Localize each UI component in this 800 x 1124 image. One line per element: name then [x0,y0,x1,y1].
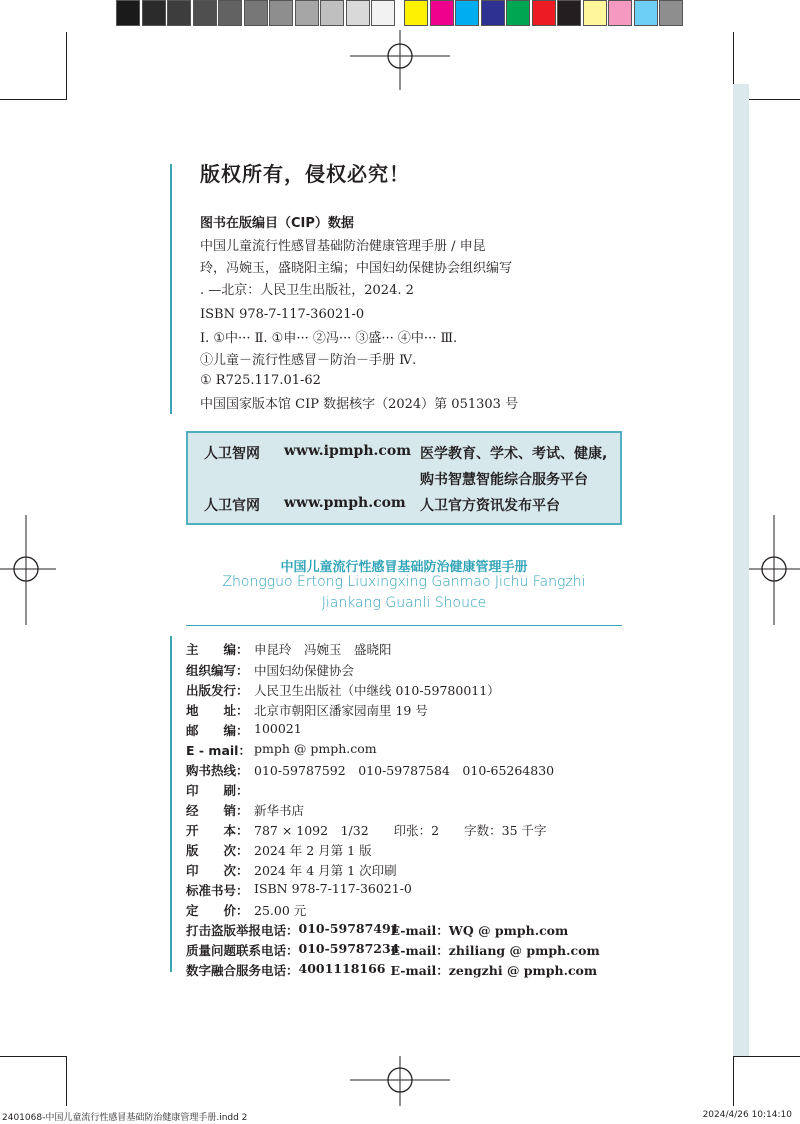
site2-name: 人卫官网 [204,498,260,514]
detail-row [186,681,500,699]
registration-mark-top [350,30,450,90]
site1-name: 人卫智网 [204,446,260,462]
detail-label: 印 刷： [186,783,249,798]
gray-swatch [320,0,344,26]
detail-label: E - mail： [186,743,251,758]
detail-row [186,861,397,879]
accent-line-top [170,164,172,414]
gray-swatch [218,0,242,26]
gray-swatch [269,0,293,26]
contact-phone: 010-59787491 [298,921,400,936]
copyright-notice: 版权所有，侵权必究！ [200,162,410,186]
detail-label: 版 次： [186,843,249,858]
gray-swatch [167,0,191,26]
site1-desc-cont: 购书智慧智能综合服务平台 [420,472,588,488]
cip-line: Ⅰ. ①中··· Ⅱ. ①申··· ②冯··· ③盛··· ④中··· Ⅲ. [200,331,458,346]
title-divider [186,625,622,626]
cip-heading: 图书在版编目（CIP）数据 [200,216,354,231]
detail-row [186,661,354,679]
detail-row [186,821,547,839]
registration-mark-left [0,515,56,625]
contact-phone: 010-59787234 [298,941,400,956]
site1-url[interactable]: www.ipmph.com [284,443,412,459]
detail-row [186,741,377,759]
cip-line: ① R725.117.01-62 [200,373,321,388]
detail-label: 地 址： [186,703,249,718]
color-swatch [659,0,683,26]
contact-row [186,921,568,939]
book-title-pinyin-cont: Jiankang Guanli Shouce [321,595,487,611]
detail-label: 定 价： [186,903,249,918]
detail-label: 邮 编： [186,723,249,738]
cip-line: ISBN 978-7-117-36021-0 [200,307,365,322]
detail-row [186,701,428,719]
detail-label: 标准书号： [186,883,249,898]
detail-label: 组织编写： [186,663,249,678]
detail-value: 25.00 元 [254,903,307,918]
file-slug: 2401068-中国儿童流行性感冒基础防治健康管理手册.indd 2 [2,1113,248,1123]
detail-value: ISBN 978-7-117-36021-0 [254,881,412,896]
gray-swatch [371,0,395,26]
book-title-pinyin: Zhongguo Ertong Liuxingxing Ganmao Jichu Fangzhi [222,574,586,590]
contact-email: E-mail：zhiliang @ pmph.com [390,943,600,958]
detail-value: 100021 [254,721,302,736]
detail-row [186,901,306,919]
contact-email: E-mail：zengzhi @ pmph.com [390,963,598,978]
detail-row [186,721,302,739]
gray-swatch [193,0,217,26]
contact-label: 质量问题联系电话： [186,943,299,958]
gray-swatch [346,0,370,26]
contact-row [186,941,600,959]
detail-value: 人民卫生出版社（中继线 010-59780011） [254,683,500,698]
color-swatch [481,0,505,26]
cip-line: 中国儿童流行性感冒基础防治健康管理手册 / 申昆 [200,239,486,254]
website-box [186,431,622,525]
color-swatch [506,0,530,26]
detail-label: 主 编： [186,642,249,657]
print-timestamp: 2024/4/26 10:14:10 [702,1110,792,1120]
color-swatch [583,0,607,26]
book-title: 中国儿童流行性感冒基础防治健康管理手册 [280,560,528,575]
detail-row [186,761,554,779]
detail-label: 经 销： [186,803,249,818]
detail-row [186,801,304,819]
gray-swatch [295,0,319,26]
cip-line: 中国国家版本馆 CIP 数据核字（2024）第 051303 号 [200,397,519,412]
contact-row [186,961,597,979]
contact-phone: 4001118166 [298,961,386,976]
detail-value: pmph @ pmph.com [254,741,377,756]
color-swatch [455,0,479,26]
contact-label: 打击盗版举报电话： [186,923,299,938]
color-swatch [430,0,454,26]
gray-swatch [142,0,166,26]
registration-mark-right [744,515,800,625]
detail-row [186,640,392,658]
color-swatch [634,0,658,26]
detail-label: 印 次： [186,863,249,878]
contact-email: E-mail：WQ @ pmph.com [390,923,569,938]
contact-label: 数字融合服务电话： [186,963,299,978]
detail-value: 北京市朝阳区潘家园南里 19 号 [254,703,428,718]
cip-line: 玲，冯婉玉，盛晓阳主编；中国妇幼保健协会组织编写 [200,261,513,276]
detail-row [186,841,372,859]
cip-line: ①儿童－流行性感冒－防治－手册 Ⅳ. [200,353,417,368]
gray-swatch [116,0,140,26]
registration-mark-bottom [350,1056,450,1106]
detail-value: 中国妇幼保健协会 [254,663,355,678]
gray-swatch [244,0,268,26]
detail-value: 010-59787592 010-59787584 010-65264830 [254,763,555,778]
detail-value: 2024 年 2 月第 1 版 [254,843,372,858]
color-swatch [532,0,556,26]
detail-label: 出版发行： [186,683,249,698]
detail-row [186,781,254,799]
detail-value: 新华书店 [254,803,305,818]
site2-url[interactable]: www.pmph.com [284,495,406,511]
cip-line: . —北京：人民卫生出版社，2024. 2 [200,283,414,298]
detail-label: 开 本： [186,823,249,838]
detail-value: 2024 年 4 月第 1 次印刷 [254,863,397,878]
detail-label: 购书热线： [186,763,249,778]
detail-value: 787 × 1092 1/32 印张：2 字数：35 千字 [254,823,547,838]
detail-value: 申昆玲 冯婉玉 盛晓阳 [254,642,392,657]
detail-row [186,881,412,899]
accent-line-bottom [170,636,172,972]
color-swatch [608,0,632,26]
site1-desc: 医学教育、学术、考试、健康, [420,446,608,462]
site2-desc: 人卫官方资讯发布平台 [420,498,560,514]
bleed-strip [733,84,749,1056]
color-swatch [404,0,428,26]
color-swatch [557,0,581,26]
